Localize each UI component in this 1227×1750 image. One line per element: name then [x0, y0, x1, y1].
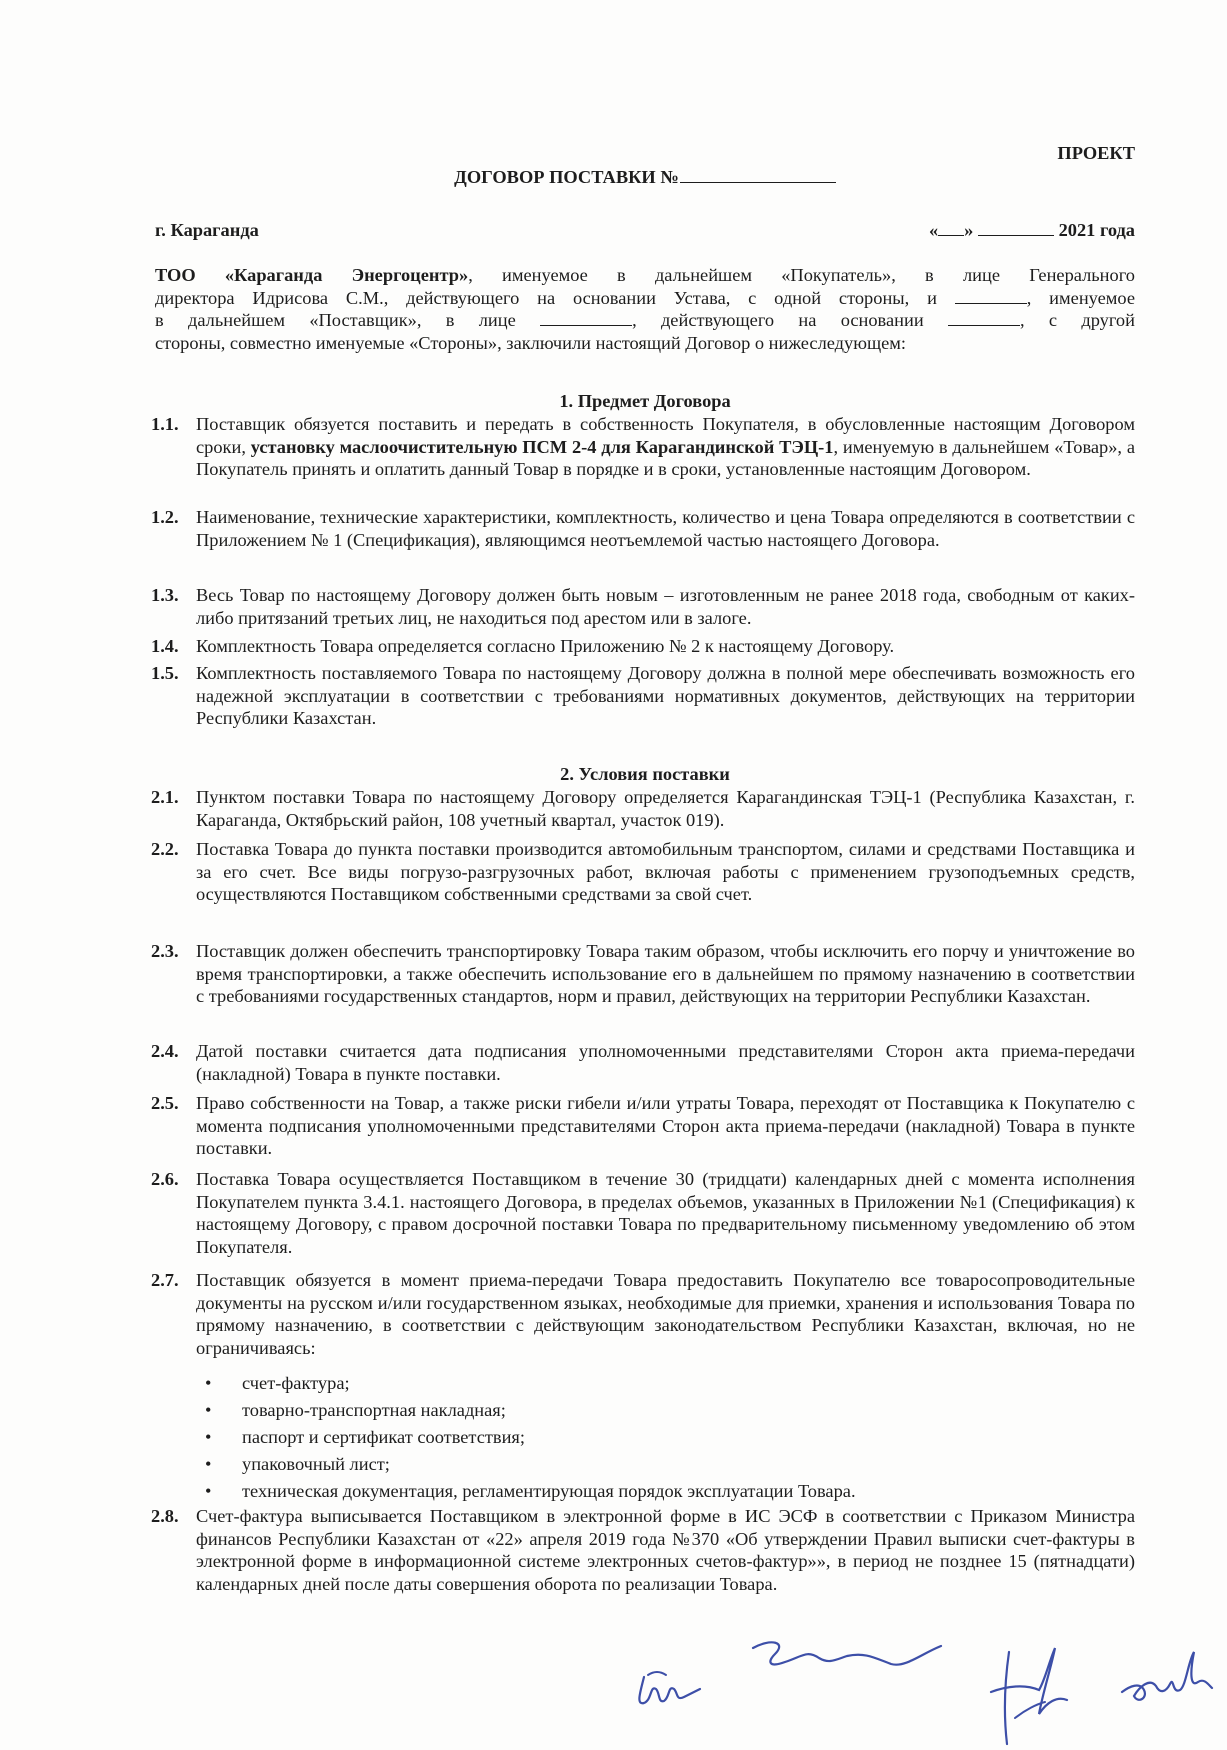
bullet-icon: • — [205, 1427, 212, 1447]
city: г. Караганда — [155, 220, 259, 240]
basis-blank — [948, 309, 1020, 326]
contract-date — [929, 219, 1135, 242]
representative-blank — [540, 309, 632, 326]
draft-stamp: ПРОЕКТ — [1057, 143, 1135, 163]
date-close-quote: » — [964, 220, 974, 240]
document-title — [155, 165, 1135, 189]
bullet-icon: • — [205, 1454, 212, 1474]
date-year: 2021 года — [1058, 220, 1135, 240]
date-open-quote: « — [928, 220, 939, 240]
signature-initials-2 — [745, 1632, 945, 1722]
title-text: ДОГОВОР ПОСТАВКИ № — [454, 167, 679, 187]
supplier-name-blank — [955, 287, 1027, 304]
signature-initials-1 — [630, 1645, 720, 1735]
city-date-row — [155, 219, 1135, 242]
month-blank — [978, 219, 1054, 236]
signature-initials-3 — [985, 1640, 1085, 1730]
day-blank — [938, 219, 964, 236]
preamble: ТОО «Караганда Энергоцентр», именуемое в дальнейшем «Покупатель», в лице Генерального директора Идрисова С.М., действующего на основании Устава, с одной стороны, и , именуемое в дальнейшем «Поставщик», в лице , действующего на основании , с другой стороны, совместно именуемые «Стороны», заключили настоящий Договор о нижеследующем: — [155, 265, 1135, 353]
section-2-title: 2. Условия поставки — [560, 764, 730, 784]
bullet-icon: • — [205, 1400, 212, 1420]
section-1-title: 1. Предмет Договора — [559, 391, 731, 411]
signature-initials-4 — [1110, 1642, 1220, 1732]
bullet-icon: • — [205, 1481, 212, 1501]
contract-number-blank — [680, 165, 836, 183]
buyer-name: ТОО «Караганда Энергоцентр» — [155, 265, 469, 285]
bullet-icon: • — [205, 1373, 212, 1393]
